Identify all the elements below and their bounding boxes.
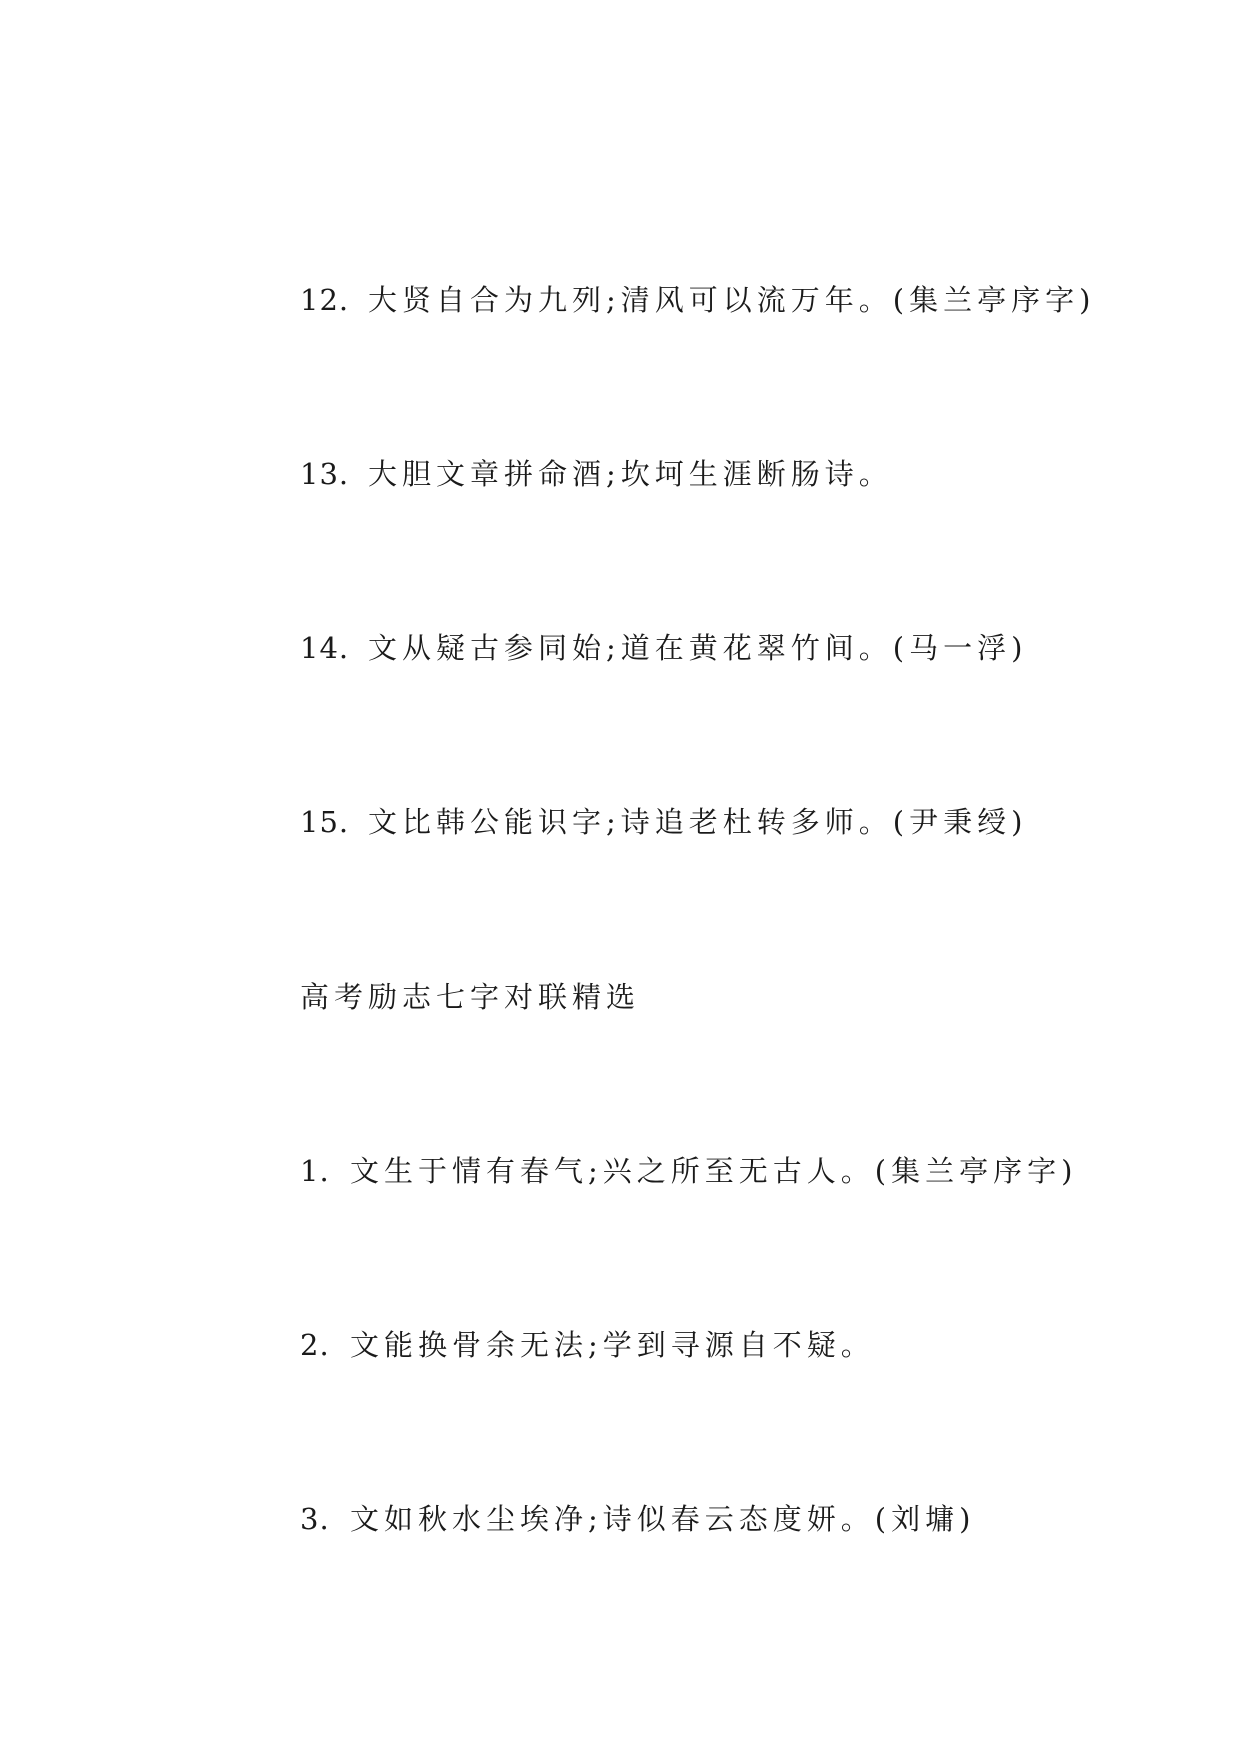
couplet-line (300, 628, 1027, 668)
couplet-line (300, 802, 1027, 842)
couplet-line (300, 1499, 975, 1539)
couplet-text: 大贤自合为九列;清风可以流万年。(集兰亭序字) (368, 283, 1096, 317)
item-number: 13. (300, 457, 350, 491)
couplet-text: 文比韩公能识字;诗追老杜转多师。(尹秉绶) (368, 805, 1028, 839)
couplet-text: 文生于情有春气;兴之所至无古人。(集兰亭序字) (350, 1154, 1078, 1188)
item-number: 15. (300, 805, 350, 839)
item-number: 14. (300, 631, 350, 665)
couplet-line (300, 1325, 875, 1365)
item-number: 12. (300, 283, 350, 317)
couplet-line (300, 280, 1095, 320)
couplet-text: 大胆文章拼命酒;坎坷生涯断肠诗。 (368, 457, 893, 491)
couplet-text: 文如秋水尘埃净;诗似春云态度妍。(刘墉) (350, 1502, 976, 1536)
section-heading: 高考励志七字对联精选 (300, 980, 641, 1014)
item-number: 3. (300, 1502, 330, 1536)
couplet-line (300, 454, 893, 494)
couplet-text: 文从疑古参同始;道在黄花翠竹间。(马一浮) (368, 631, 1028, 665)
item-number: 1. (300, 1154, 330, 1188)
couplet-line (300, 1151, 1077, 1191)
couplet-text: 文能换骨余无法;学到寻源自不疑。 (350, 1328, 875, 1362)
item-number: 2. (300, 1328, 330, 1362)
